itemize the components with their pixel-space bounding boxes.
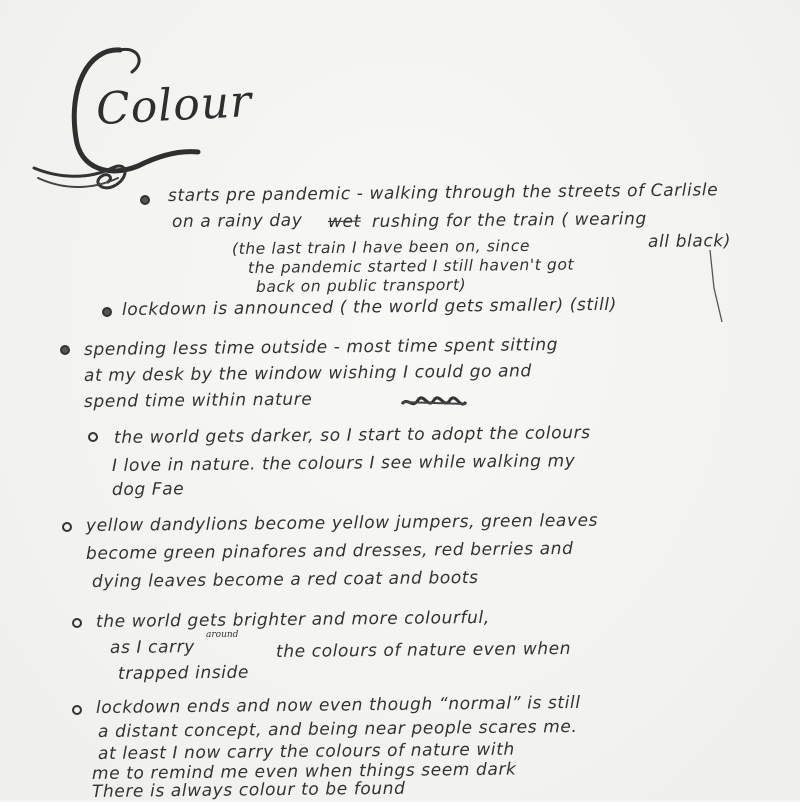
line: as I carry [109, 637, 196, 658]
line: me to remind me even when things seem dark [91, 759, 517, 784]
line: rushing for the train ( wearing [371, 209, 647, 232]
title-block [28, 28, 254, 208]
line: spending less time outside - most time spent sitting [83, 335, 559, 360]
bullet-filled [140, 195, 150, 205]
line: all black) [647, 231, 732, 252]
bullet-filled [60, 345, 70, 355]
line: lockdown is announced ( the world gets smaller) (still) [121, 294, 618, 320]
line: I love in nature. the colours I see while walking my [111, 451, 576, 476]
bullet-filled [102, 307, 112, 317]
line: a distant concept, and being near people scares me. [97, 716, 578, 742]
bullet-open [72, 618, 82, 628]
line: lockdown ends and now even though “normal” is still [95, 692, 581, 718]
line: back on public transport) [255, 275, 467, 296]
bullet-open [72, 705, 82, 715]
line: starts pre pandemic - walking through the streets of Carlisle [167, 180, 719, 206]
line: spend time within nature [83, 389, 313, 412]
bullet-open [88, 432, 98, 442]
line: at least I now carry the colours of nature with [97, 739, 515, 764]
line: at my desk by the window wishing I could go and [83, 361, 533, 386]
line: the world gets brighter and more colourful, [95, 607, 490, 632]
line: dying leaves become a red coat and boots [91, 567, 479, 592]
line: the colours of nature even when [275, 638, 572, 662]
struck-word: wet [327, 211, 361, 232]
line: the world gets darker, so I start to adopt the colours [113, 423, 591, 448]
line: become green pinafores and dresses, red berries and [85, 538, 574, 564]
line: on a rainy day [171, 210, 303, 232]
page-title: Colour [94, 75, 254, 136]
line: There is always colour to be found [91, 778, 406, 802]
inserted-word: around [206, 630, 239, 640]
connector-line-icon [706, 248, 726, 328]
bullet-open [62, 522, 72, 532]
line: the pandemic started I still haven't got [247, 255, 575, 277]
scribble-out-icon [400, 394, 470, 412]
line: (the last train I have been on, since [231, 236, 531, 258]
line: yellow dandylions become yellow jumpers, green leaves [85, 510, 599, 536]
line: dog Fae [111, 479, 185, 500]
line: trapped inside [117, 662, 250, 684]
